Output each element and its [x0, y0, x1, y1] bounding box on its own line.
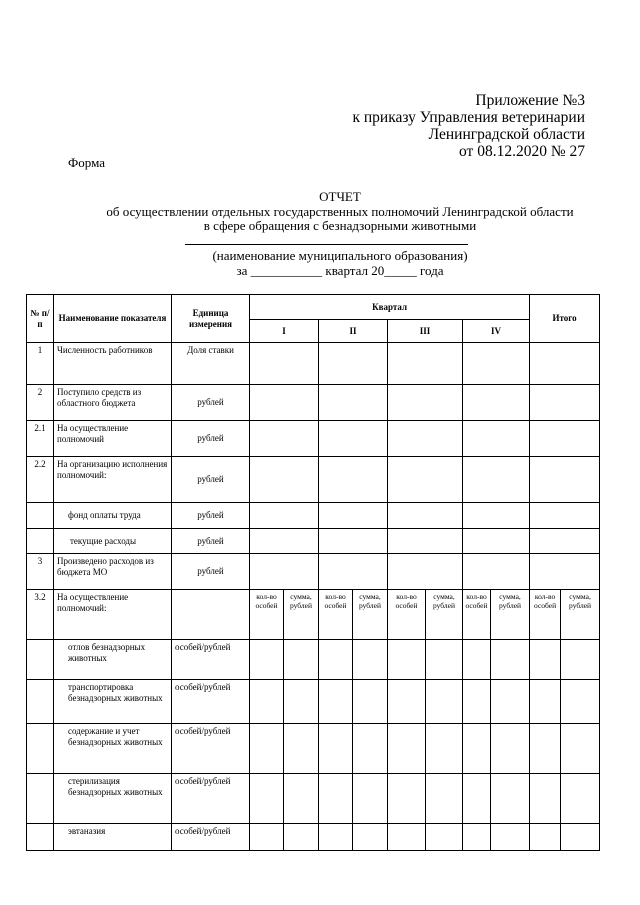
- cell: [250, 680, 284, 724]
- row-unit: рублей: [172, 457, 250, 503]
- table-row: [27, 529, 600, 554]
- row-num: [27, 824, 54, 851]
- subheader-qty: кол-во особей: [463, 590, 491, 640]
- header-row-1: [27, 295, 600, 320]
- cell: [463, 421, 530, 457]
- annex-line-3: Ленинградской области: [428, 126, 585, 143]
- table-row: [27, 640, 600, 680]
- subheader-sum: сумма, рублей: [353, 590, 388, 640]
- cell: [319, 529, 388, 554]
- report-table: [26, 294, 600, 851]
- report-subtitle-2: в сфере обращения с безнадзорными животными: [203, 218, 477, 233]
- cell: [388, 457, 463, 503]
- cell: [353, 640, 388, 680]
- period-line: за ___________ квартал 20_____ года: [236, 263, 444, 278]
- cell: [426, 640, 463, 680]
- cell: [561, 724, 600, 774]
- row-unit: рублей: [172, 529, 250, 554]
- row-num: 1: [27, 343, 54, 385]
- header-quarter: Квартал: [250, 295, 530, 320]
- table-row: [27, 590, 600, 640]
- cell: [530, 421, 600, 457]
- table-row: [27, 774, 600, 824]
- cell: [530, 457, 600, 503]
- cell: [463, 554, 530, 590]
- header-q1: I: [250, 320, 319, 343]
- table-row: [27, 385, 600, 421]
- cell: [319, 640, 353, 680]
- cell: [463, 457, 530, 503]
- cell: [388, 529, 463, 554]
- cell: [319, 774, 353, 824]
- cell: [250, 640, 284, 680]
- cell: [250, 774, 284, 824]
- cell: [250, 824, 284, 851]
- cell: [250, 385, 319, 421]
- row-unit: рублей: [172, 385, 250, 421]
- cell: [388, 640, 426, 680]
- subheader-sum: сумма, рублей: [491, 590, 530, 640]
- row-name: Произведено расходов из бюджета МО: [54, 554, 172, 590]
- header-q3: III: [388, 320, 463, 343]
- cell: [388, 503, 463, 529]
- cell: [463, 343, 530, 385]
- subheader-qty: кол-во особей: [388, 590, 426, 640]
- cell: [388, 724, 426, 774]
- cell: [319, 680, 353, 724]
- cell: [530, 640, 561, 680]
- cell: [250, 503, 319, 529]
- row-name: На организацию исполнения полномочий:: [54, 457, 172, 503]
- cell: [530, 343, 600, 385]
- table-row: [27, 554, 600, 590]
- row-name: фонд оплаты труда: [54, 503, 172, 529]
- cell: [463, 503, 530, 529]
- cell: [463, 385, 530, 421]
- cell: [491, 680, 530, 724]
- row-unit: особей/рублей: [172, 824, 250, 851]
- cell: [463, 774, 491, 824]
- cell: [388, 385, 463, 421]
- cell: [530, 724, 561, 774]
- cell: [319, 824, 353, 851]
- table-row: [27, 680, 600, 724]
- header-total: Итого: [530, 295, 600, 343]
- cell: [530, 385, 600, 421]
- cell: [561, 680, 600, 724]
- row-unit: особей/рублей: [172, 640, 250, 680]
- cell: [319, 724, 353, 774]
- row-unit: [172, 590, 250, 640]
- row-name: отлов безнадзорных животных: [54, 640, 172, 680]
- cell: [388, 343, 463, 385]
- row-name: содержание и учет безнадзорных животных: [54, 724, 172, 774]
- row-num: 3.2: [27, 590, 54, 640]
- cell: [491, 824, 530, 851]
- annex-line-4: от 08.12.2020 № 27: [459, 143, 585, 160]
- cell: [319, 385, 388, 421]
- cell: [426, 774, 463, 824]
- subheader-sum: сумма, рублей: [426, 590, 463, 640]
- cell: [353, 774, 388, 824]
- cell: [491, 774, 530, 824]
- table-row: [27, 343, 600, 385]
- header-q4: IV: [463, 320, 530, 343]
- cell: [388, 824, 426, 851]
- row-name: Численность работников: [54, 343, 172, 385]
- cell: [426, 680, 463, 724]
- cell: [561, 640, 600, 680]
- cell: [530, 529, 600, 554]
- row-name: Поступило средств из областного бюджета: [54, 385, 172, 421]
- cell: [353, 824, 388, 851]
- cell: [388, 554, 463, 590]
- row-num: [27, 503, 54, 529]
- row-unit: особей/рублей: [172, 680, 250, 724]
- row-num: [27, 529, 54, 554]
- cell: [284, 774, 319, 824]
- cell: [284, 724, 319, 774]
- cell: [463, 824, 491, 851]
- cell: [319, 457, 388, 503]
- cell: [561, 774, 600, 824]
- cell: [463, 640, 491, 680]
- row-num: 2: [27, 385, 54, 421]
- cell: [250, 343, 319, 385]
- cell: [426, 724, 463, 774]
- cell: [284, 680, 319, 724]
- municipality-blank-line: [185, 244, 468, 245]
- row-unit: особей/рублей: [172, 774, 250, 824]
- table-row: [27, 457, 600, 503]
- cell: [530, 824, 561, 851]
- cell: [353, 680, 388, 724]
- cell: [319, 343, 388, 385]
- table-row: [27, 503, 600, 529]
- cell: [388, 680, 426, 724]
- row-name: эвтаназия: [54, 824, 172, 851]
- cell: [491, 724, 530, 774]
- cell: [463, 529, 530, 554]
- table-row: [27, 824, 600, 851]
- cell: [319, 421, 388, 457]
- header-num: № п/п: [27, 295, 54, 343]
- table-row: [27, 421, 600, 457]
- row-num: [27, 774, 54, 824]
- subheader-qty: кол-во особей: [319, 590, 353, 640]
- row-num: [27, 640, 54, 680]
- subheader-qty: кол-во особей: [530, 590, 561, 640]
- row-num: [27, 724, 54, 774]
- cell: [530, 503, 600, 529]
- annex-line-1: Приложение №3: [475, 92, 585, 109]
- cell: [284, 824, 319, 851]
- cell: [319, 554, 388, 590]
- subheader-qty: кол-во особей: [250, 590, 284, 640]
- row-unit: рублей: [172, 503, 250, 529]
- cell: [463, 724, 491, 774]
- cell: [250, 529, 319, 554]
- row-name: На осуществление полномочий: [54, 421, 172, 457]
- cell: [250, 554, 319, 590]
- subheader-sum: сумма, рублей: [284, 590, 319, 640]
- row-num: 2.1: [27, 421, 54, 457]
- header-name: Наименование показателя: [54, 295, 172, 343]
- form-label: Форма: [68, 155, 105, 170]
- cell: [353, 724, 388, 774]
- row-name: текущие расходы: [54, 529, 172, 554]
- row-unit: рублей: [172, 554, 250, 590]
- annex-line-2: к приказу Управления ветеринарии: [352, 109, 585, 126]
- cell: [388, 774, 426, 824]
- cell: [284, 640, 319, 680]
- row-name: транспортировка безнадзорных животных: [54, 680, 172, 724]
- cell: [388, 421, 463, 457]
- cell: [250, 724, 284, 774]
- report-subtitle-1: об осуществлении отдельных государственных полномочий Ленинградской области: [106, 204, 574, 219]
- row-unit: особей/рублей: [172, 724, 250, 774]
- header-unit: Единица измерения: [172, 295, 250, 343]
- cell: [530, 680, 561, 724]
- cell: [530, 774, 561, 824]
- row-unit: Доля ставки: [172, 343, 250, 385]
- cell: [250, 457, 319, 503]
- municipality-caption: (наименование муниципального образования): [212, 248, 468, 263]
- row-unit: рублей: [172, 421, 250, 457]
- cell: [491, 640, 530, 680]
- cell: [426, 824, 463, 851]
- row-num: 3: [27, 554, 54, 590]
- subheader-sum: сумма, рублей: [561, 590, 600, 640]
- cell: [561, 824, 600, 851]
- cell: [250, 421, 319, 457]
- cell: [530, 554, 600, 590]
- cell: [463, 680, 491, 724]
- table-row: [27, 724, 600, 774]
- row-name: стерилизация безнадзорных животных: [54, 774, 172, 824]
- annex-block: [352, 92, 585, 160]
- cell: [319, 503, 388, 529]
- header-q2: II: [319, 320, 388, 343]
- row-name: На осуществление полномочий:: [54, 590, 172, 640]
- row-num: 2.2: [27, 457, 54, 503]
- row-num: [27, 680, 54, 724]
- report-title: ОТЧЕТ: [319, 189, 361, 204]
